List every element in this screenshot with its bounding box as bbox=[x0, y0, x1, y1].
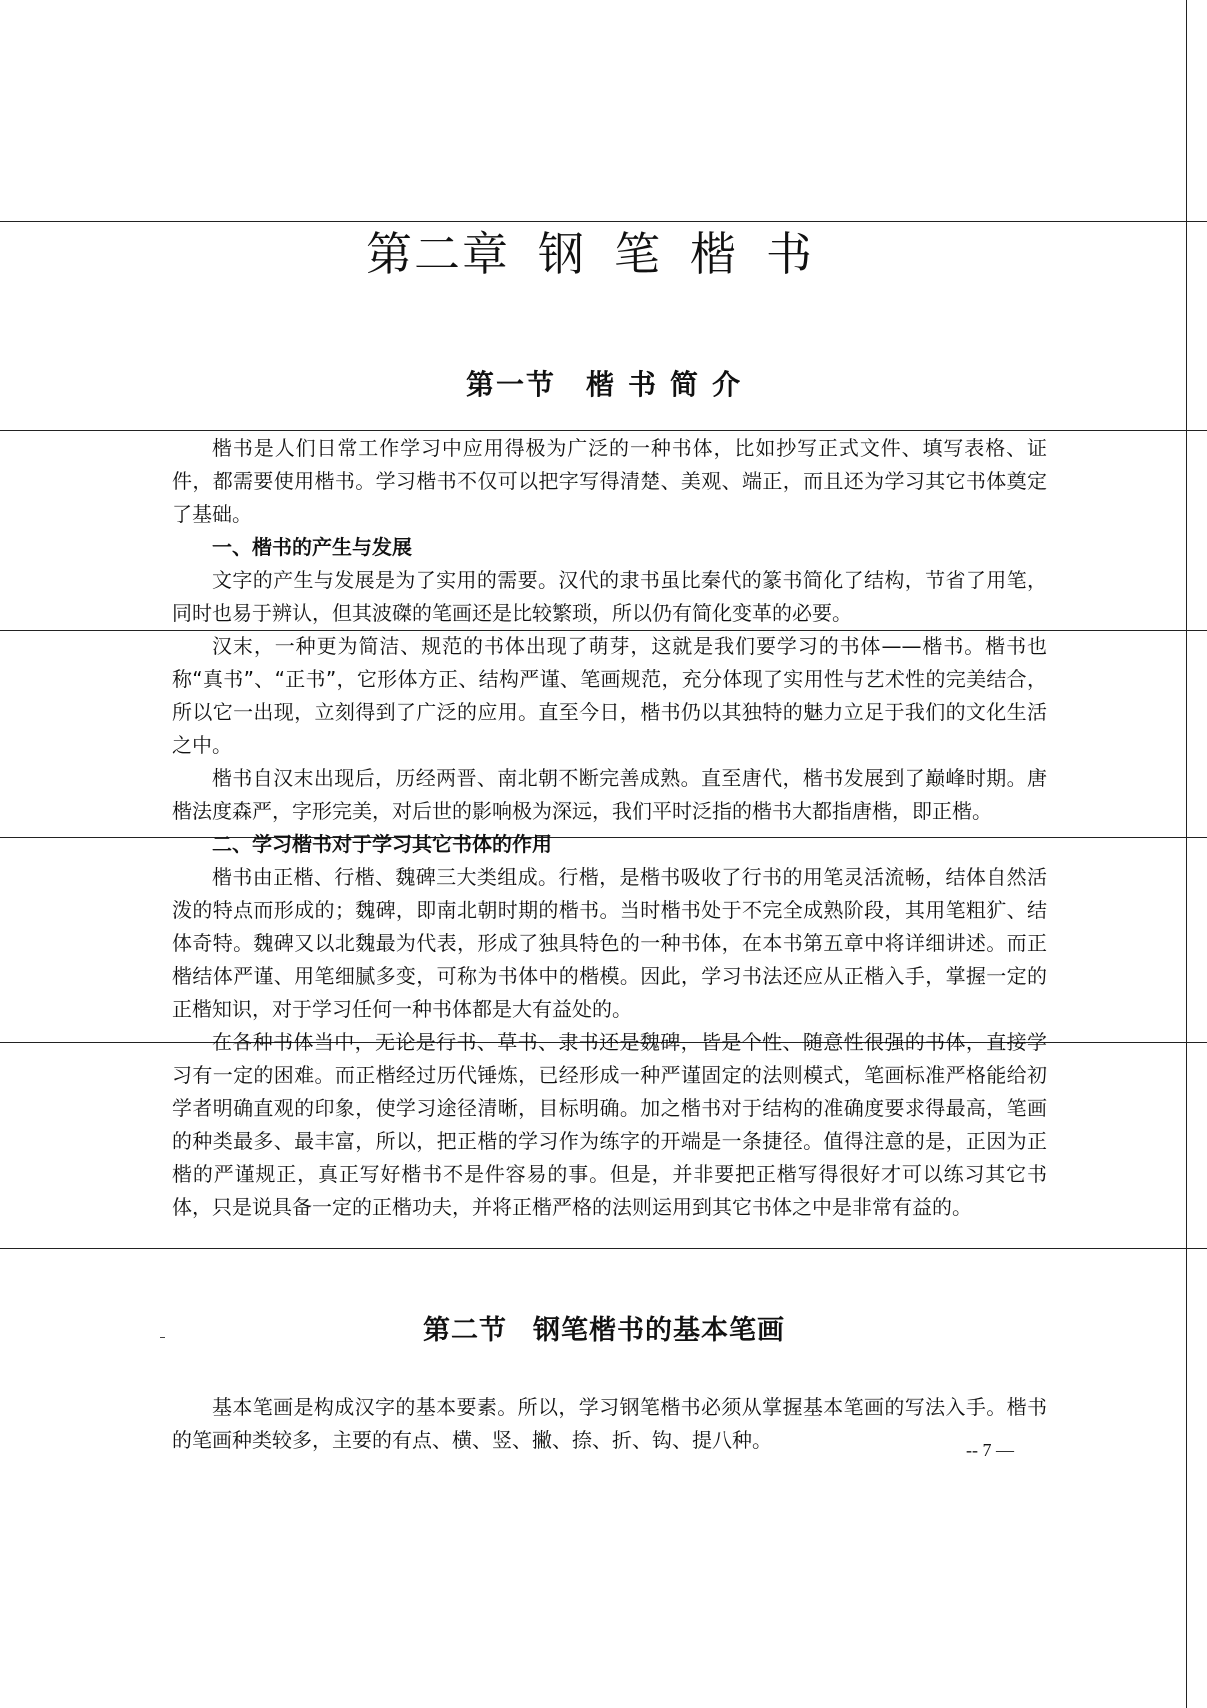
paragraph: 文字的产生与发展是为了实用的需要。汉代的隶书虽比秦代的篆书简化了结构，节省了用笔，同时也易于辨认，但其波磔的笔画还是比较繁琐，所以仍有简化变革的必要。 bbox=[172, 568, 1047, 625]
section-title: 第二节 钢笔楷书的基本笔画 bbox=[423, 1315, 785, 1346]
section-body bbox=[172, 1391, 1047, 1457]
paragraph: 汉末，一种更为简洁、规范的书体出现了萌芽，这就是我们要学习的书体——楷书。楷书也称“真书”、“正书”，它形体方正、结构严谨、笔画规范，充分体现了实用性与艺术性的完美结合，所以它一出现，立刻得到了广泛的应用。直至今日，楷书仍以其独特的魅力立足于我们的文化生活之中。 bbox=[172, 634, 1047, 757]
page-number: -- 7 — bbox=[966, 1440, 1014, 1460]
scan-line bbox=[0, 430, 1207, 431]
paragraph: 楷书由正楷、行楷、魏碑三大类组成。行楷，是楷书吸收了行书的用笔灵活流畅，结体自然活泼的特点而形成的；魏碑，即南北朝时期的楷书。当时楷书处于不完全成熟阶段，其用笔粗犷、结体奇特。魏碑又以北魏最为代表，形成了独具特色的一种书体，在本书第五章中将详细讲述。而正楷结体严谨、用笔细腻多变，可称为书体中的楷模。因此，学习书法还应从正楷入手，掌握一定的正楷知识，对于学习任何一种书体都是大有益处的。 bbox=[172, 865, 1047, 1021]
section-title: 第一节 楷 书 简 介 bbox=[466, 368, 743, 401]
section-body bbox=[172, 432, 1047, 1224]
scan-edge-line bbox=[1186, 0, 1187, 1708]
paragraph: 基本笔画是构成汉字的基本要素。所以，学习钢笔楷书必须从掌握基本笔画的写法入手。楷书的笔画种类较多，主要的有点、横、竖、撇、捺、折、钩、提八种。 bbox=[172, 1395, 1047, 1452]
stray-mark bbox=[160, 1337, 165, 1338]
subsection-heading: 一、楷书的产生与发展 bbox=[212, 535, 412, 559]
paragraph: 楷书自汉末出现后，历经两晋、南北朝不断完善成熟。直至唐代，楷书发展到了巅峰时期。唐楷法度森严，字形完美，对后世的影响极为深远，我们平时泛指的楷书大都指唐楷，即正楷。 bbox=[172, 766, 1047, 823]
paragraph: 在各种书体当中，无论是行书、草书、隶书还是魏碑，皆是个性、随意性很强的书体，直接学习有一定的困难。而正楷经过历代锤炼，已经形成一种严谨固定的法则模式，笔画标准严格能给初学者明确直观的印象，使学习途径清晰，目标明确。加之楷书对于结构的准确度要求得最高，笔画的种类最多、最丰富，所以，把正楷的学习作为练字的开端是一条捷径。值得注意的是，正因为正楷的严谨规正，真正写好楷书不是件容易的事。但是，并非要把正楷写得很好才可以练习其它书体，只是说具备一定的正楷功夫，并将正楷严格的法则运用到其它书体之中是非常有益的。 bbox=[172, 1030, 1047, 1219]
scan-line bbox=[0, 1248, 1207, 1249]
paragraph: 楷书是人们日常工作学习中应用得极为广泛的一种书体，比如抄写正式文件、填写表格、证件，都需要使用楷书。学习楷书不仅可以把字写得清楚、美观、端正，而且还为学习其它书体奠定了基础。 bbox=[172, 436, 1047, 526]
chapter-title: 第二章 钢 笔 楷 书 bbox=[366, 227, 814, 281]
subsection-heading: 二、学习楷书对于学习其它书体的作用 bbox=[212, 832, 552, 856]
